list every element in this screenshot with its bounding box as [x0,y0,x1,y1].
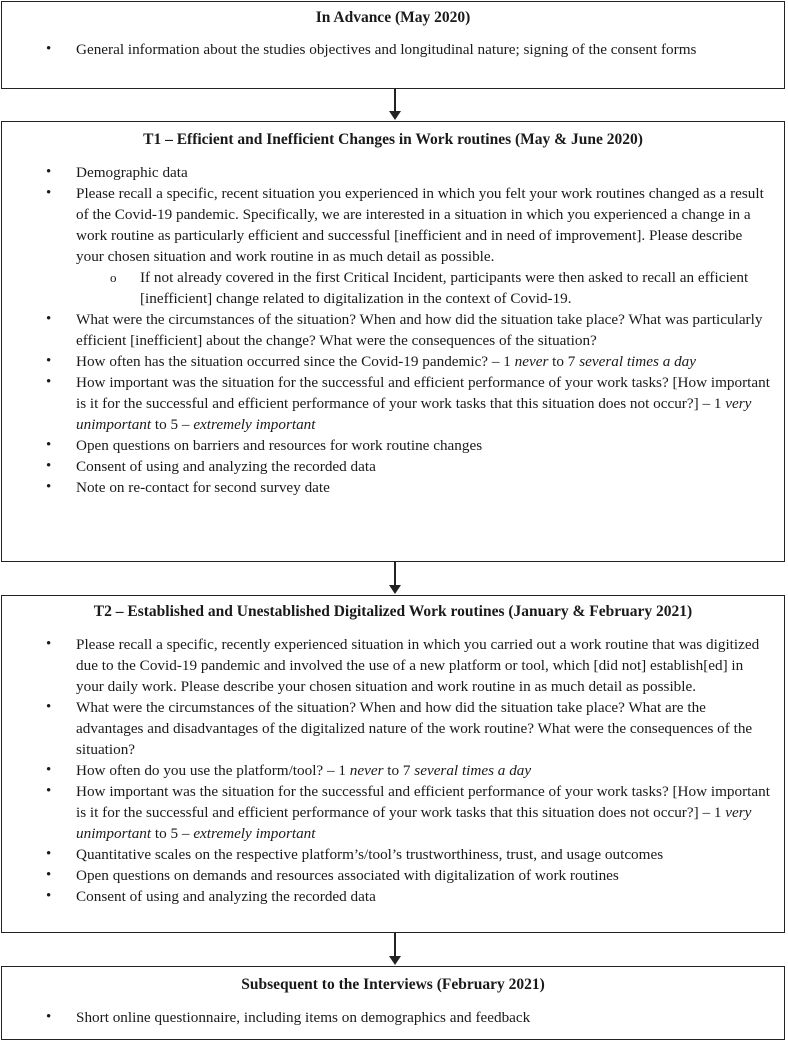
importance-text: How important was the situation for the successful and efficient performance of your work tasks? [How important is it for the successful and efficient performance of your work tasks that this situation does not occur?] – 1 [76,374,770,412]
box-t1 [1,121,785,562]
box-list-subsequent [2,1007,784,1028]
list-item: • Consent of using and analyzing the recorded data [2,886,784,907]
list-item-frequency [2,760,784,781]
box-list-t1 [2,162,784,498]
scale-connector: to 7 [383,762,415,779]
list-item: • Demographic data [2,162,784,183]
box-title-subsequent: Subsequent to the Interviews (February 2021) [241,976,545,993]
box-list-t2 [2,634,784,907]
box-list-in-advance [2,39,784,60]
scale-connector: to 5 – [151,825,194,842]
list-item-text: Please recall a specific, recent situation you experienced in which you felt your work routines changed as a result of the Covid-19 pandemic. Specifically, we are interested in a situation in which you experienced a change in a work routine as particularly efficient and successful [inefficient and in need of improvement]. Please describe your chosen situation and work routine in as much detail as possible. [76,185,764,265]
arrow-down-2 [387,562,403,595]
scale-high-label: extremely important [193,416,316,433]
scale-low-label: never [349,762,384,779]
list-item-importance [2,781,784,844]
list-item: • General information about the studies objectives and longitudinal nature; signing of the consent forms [2,39,784,60]
sub-list-item: o If not already covered in the first Critical Incident, participants were then asked to recall an efficient [inefficient] change related to digitalization in the context of Covid-19. [76,267,770,309]
scale-connector: to 5 – [151,416,194,433]
scale-low-label: very unimportant [76,804,752,842]
list-item: • Open questions on demands and resources associated with digitalization of work routines [2,865,784,886]
frequency-text: How often has the situation occurred since the Covid-19 pandemic? – 1 [76,353,515,370]
list-item [2,183,784,309]
scale-high-label: extremely important [193,825,316,842]
frequency-text: How often do you use the platform/tool? – 1 [76,762,350,779]
list-item: • Short online questionnaire, including items on demographics and feedback [2,1007,784,1028]
list-item: • Please recall a specific, recently experienced situation in which you carried out a work routine that was digitized due to the Covid-19 pandemic and involved the use of a new platform or tool, which [did not] establish[ed] in your daily work. Please describe your chosen situation and work routine in as much detail as possible. [2,634,784,697]
arrow-down-1 [387,89,403,121]
scale-low-label: never [514,353,549,370]
list-item: • What were the circumstances of the situation? When and how did the situation take place? What are the advantages and disadvantages of the digitalized nature of the work routine? What were the consequences of the situation? [2,697,784,760]
box-in-advance [1,1,785,89]
importance-text: How important was the situation for the successful and efficient performance of your work tasks? [How important is it for the successful and efficient performance of your work tasks that this situation does not occur?] – 1 [76,783,770,821]
list-item-frequency [2,351,784,372]
scale-high-label: several times a day [579,353,697,370]
arrow-down-3 [387,933,403,966]
list-item: • Consent of using and analyzing the recorded data [2,456,784,477]
list-item: • Note on re-contact for second survey date [2,477,784,498]
box-t2 [1,595,785,933]
scale-high-label: several times a day [414,762,532,779]
box-title-t2: T2 – Established and Unestablished Digitalized Work routines (January & February 2021) [93,603,693,620]
list-item: • Open questions on barriers and resources for work routine changes [2,435,784,456]
scale-connector: to 7 [548,353,580,370]
list-item-importance [2,372,784,435]
box-title-in-advance: In Advance (May 2020) [315,9,471,26]
list-item: • Quantitative scales on the respective platform’s/tool’s trustworthiness, trust, and usage outcomes [2,844,784,865]
sub-list [76,267,770,309]
box-subsequent [1,966,785,1040]
box-title-t1: T1 – Efficient and Inefficient Changes in Work routines (May & June 2020) [143,131,643,148]
scale-low-label: very unimportant [76,395,752,433]
list-item: • What were the circumstances of the situation? When and how did the situation take place? What was particularly efficient [inefficient] about the change? What were the consequences of the situation? [2,309,784,351]
